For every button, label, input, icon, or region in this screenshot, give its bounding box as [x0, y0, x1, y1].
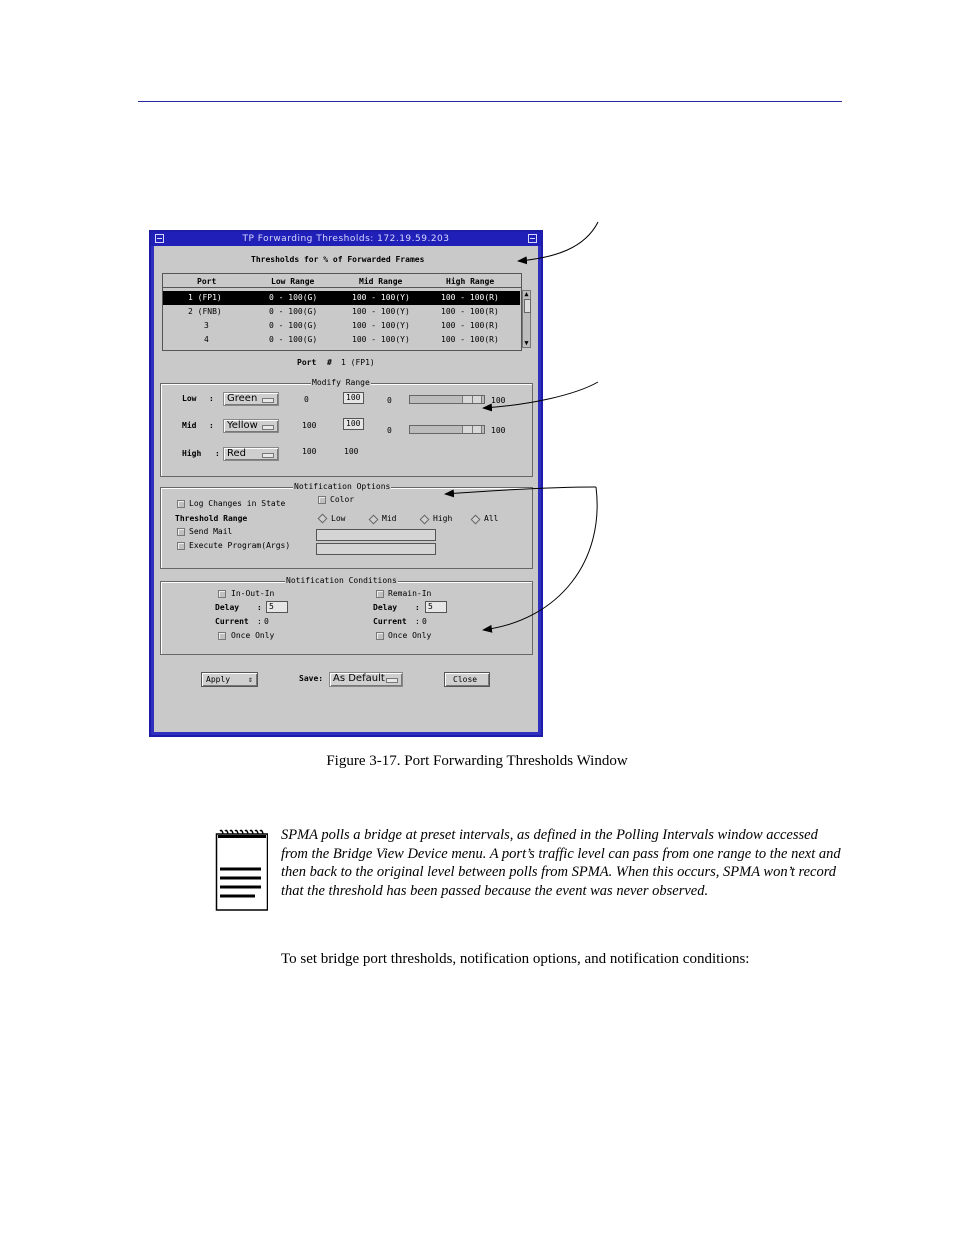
- mid-label: Mid: [182, 421, 197, 430]
- right-current-label: Current: [373, 617, 407, 626]
- scroll-up-icon[interactable]: ▲: [524, 290, 529, 298]
- mid-from: 100: [302, 421, 317, 430]
- save-label: Save:: [299, 674, 324, 683]
- port-separator: #: [327, 358, 332, 367]
- note-text: SPMA polls a bridge at preset intervals, as defined in the Polling Intervals window accessed from the Bridge View Device menu. A port’s traffic level can pass from one range to the next and then back to the original level between polls from SPMA. When this occurs, SPMA won’t record that the threshold has been passed because the event was never observed.: [281, 827, 841, 899]
- row-port: 4: [204, 335, 209, 344]
- high-label: High: [182, 449, 202, 458]
- row-mid: 100 - 100(Y): [352, 307, 410, 316]
- row-mid: 100 - 100(Y): [352, 293, 410, 302]
- apply-label: Apply: [206, 675, 231, 684]
- window-title: TP Forwarding Thresholds: 172.19.59.203: [242, 234, 450, 244]
- col-high: High Range: [446, 277, 495, 286]
- close-label: Close: [453, 675, 478, 684]
- table-heading: Thresholds for % of Forwarded Frames: [251, 255, 425, 264]
- mid-to-field[interactable]: 100: [343, 418, 364, 430]
- row-mid: 100 - 100(Y): [352, 335, 410, 344]
- low-to-field[interactable]: 100: [343, 392, 364, 404]
- callout-arrow-conditions: [483, 487, 597, 630]
- row-port: 2 (FNB): [188, 307, 222, 316]
- low-slider-max: 100: [491, 396, 506, 405]
- remain-in-label: Remain-In: [388, 589, 432, 598]
- port-value: 1 (FP1): [341, 358, 375, 367]
- row-low: 0 - 100(G): [269, 335, 318, 344]
- low-from: 0: [304, 395, 309, 404]
- log-changes-label: Log Changes in State: [189, 499, 286, 508]
- execute-program-label: Execute Program(Args): [189, 541, 291, 550]
- modify-range-title: Modify Range: [312, 378, 370, 387]
- callout-arrow-options: [445, 487, 596, 494]
- row-port: 3: [204, 321, 209, 330]
- row-low: 0 - 100(G): [269, 293, 318, 302]
- mid-slider-max: 100: [491, 426, 506, 435]
- high-color-value: Red: [227, 448, 246, 459]
- range-all-label: All: [484, 514, 499, 523]
- range-mid-label: Mid: [382, 514, 397, 523]
- left-delay-field[interactable]: 5: [266, 601, 288, 613]
- figure-caption: Figure 3-17. Port Forwarding Thresholds Window: [326, 753, 628, 769]
- callout-arrow-modify: [483, 382, 598, 408]
- low-sep: :: [209, 394, 214, 403]
- left-current-value: 0: [264, 617, 269, 626]
- right-once-only-label: Once Only: [388, 631, 432, 640]
- high-to: 100: [344, 447, 359, 456]
- notification-conditions-title: Notification Conditions: [286, 576, 397, 585]
- left-once-only-label: Once Only: [231, 631, 275, 640]
- high-from: 100: [302, 447, 317, 456]
- callout-arrow-heading: [518, 222, 598, 261]
- right-current-sep: :: [415, 617, 420, 626]
- color-label: Color: [330, 495, 355, 504]
- row-high: 100 - 100(R): [441, 335, 499, 344]
- threshold-range-label: Threshold Range: [175, 514, 248, 523]
- save-value: As Default: [333, 673, 385, 684]
- range-low-label: Low: [331, 514, 346, 523]
- apply-arrows-icon: ⇕: [248, 675, 253, 684]
- high-sep: :: [215, 449, 220, 458]
- in-out-in-label: In-Out-In: [231, 589, 275, 598]
- col-port: Port: [197, 277, 217, 286]
- notepad-icon: [215, 829, 268, 911]
- body-text: To set bridge port thresholds, notification options, and notification conditions:: [281, 951, 750, 967]
- notification-options-title: Notification Options: [294, 482, 391, 491]
- left-current-sep: :: [257, 617, 262, 626]
- port-label: Port: [297, 358, 317, 367]
- right-delay-label: Delay: [373, 603, 398, 612]
- col-mid: Mid Range: [359, 277, 403, 286]
- row-low: 0 - 100(G): [269, 307, 318, 316]
- row-high: 100 - 100(R): [441, 321, 499, 330]
- right-delay-field[interactable]: 5: [425, 601, 447, 613]
- scroll-down-icon[interactable]: ▼: [524, 339, 529, 347]
- row-low: 0 - 100(G): [269, 321, 318, 330]
- low-color-value: Green: [227, 393, 258, 404]
- mid-color-value: Yellow: [227, 420, 258, 431]
- row-high: 100 - 100(R): [441, 293, 499, 302]
- row-mid: 100 - 100(Y): [352, 321, 410, 330]
- right-current-value: 0: [422, 617, 427, 626]
- right-delay-sep: :: [415, 603, 420, 612]
- left-current-label: Current: [215, 617, 249, 626]
- left-delay-label: Delay: [215, 603, 240, 612]
- send-mail-label: Send Mail: [189, 527, 233, 536]
- range-high-label: High: [433, 514, 453, 523]
- col-low: Low Range: [271, 277, 315, 286]
- left-delay-sep: :: [257, 603, 262, 612]
- row-high: 100 - 100(R): [441, 307, 499, 316]
- mid-sep: :: [209, 421, 214, 430]
- mid-slider-min: 0: [387, 426, 392, 435]
- row-port: 1 (FP1): [188, 293, 222, 302]
- low-label: Low: [182, 394, 197, 403]
- low-slider-min: 0: [387, 396, 392, 405]
